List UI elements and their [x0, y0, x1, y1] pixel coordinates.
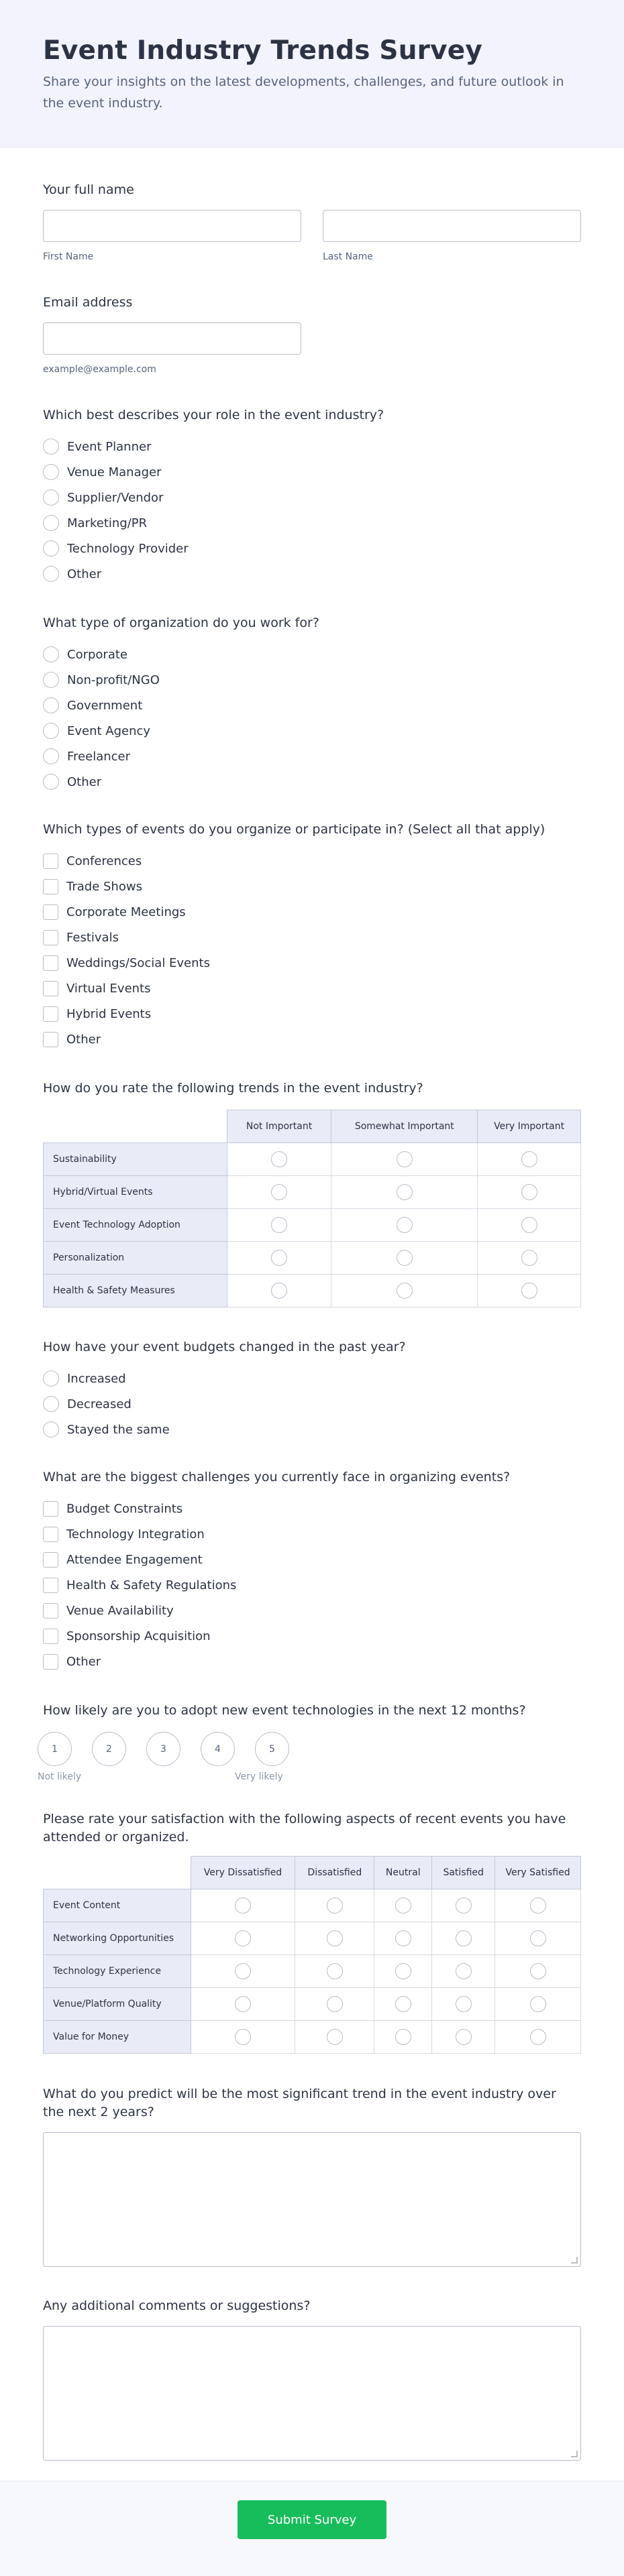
last-name-sublabel: Last Name — [323, 251, 373, 262]
challenges-option[interactable] — [43, 1572, 581, 1598]
budget-option-label: Increased — [67, 1371, 126, 1386]
checkbox[interactable] — [43, 904, 58, 920]
checkbox[interactable] — [43, 930, 58, 945]
matrix-cell[interactable] — [191, 1889, 295, 1922]
events-option[interactable] — [43, 899, 581, 925]
full-name-label: Your full name — [43, 182, 134, 197]
event-types-label: Which types of events do you organize or participate in? (Select all that apply) — [43, 822, 545, 837]
first-name-sublabel: First Name — [43, 251, 94, 262]
radio-button[interactable] — [43, 489, 59, 506]
matrix-row — [44, 1922, 581, 1955]
org-option-label: Other — [67, 774, 102, 789]
challenges-option[interactable] — [43, 1521, 581, 1547]
events-option[interactable] — [43, 1027, 581, 1052]
matrix-column-header: Very Satisfied — [495, 1857, 581, 1889]
challenges-option-label: Technology Integration — [66, 1527, 205, 1541]
matrix-row — [44, 1176, 581, 1209]
matrix-cell[interactable] — [191, 2021, 295, 2054]
checkbox[interactable] — [43, 981, 58, 996]
matrix-cell[interactable] — [227, 1143, 331, 1176]
matrix-cell[interactable] — [295, 1922, 374, 1955]
role-option[interactable] — [43, 561, 581, 587]
matrix-column-header: Dissatisfied — [295, 1857, 374, 1889]
trends-matrix — [43, 1110, 581, 1307]
matrix-cell[interactable] — [331, 1275, 478, 1307]
radio-button[interactable] — [395, 1930, 411, 1946]
resize-handle-icon[interactable] — [571, 2451, 578, 2457]
org-option-label: Freelancer — [67, 749, 131, 764]
events-option[interactable] — [43, 848, 581, 874]
matrix-cell[interactable] — [331, 1209, 478, 1242]
resize-handle-icon[interactable] — [571, 2257, 578, 2264]
matrix-cell[interactable] — [227, 1176, 331, 1209]
last-name-input[interactable] — [323, 210, 581, 242]
predict-field — [43, 2085, 581, 2267]
radio-button[interactable] — [271, 1250, 287, 1266]
role-label: Which best describes your role in the event industry? — [43, 408, 384, 422]
form-footer — [0, 2481, 624, 2576]
matrix-column-header: Very Important — [478, 1110, 581, 1143]
matrix-cell[interactable] — [495, 1922, 581, 1955]
matrix-column-header: Somewhat Important — [331, 1110, 478, 1143]
radio-button[interactable] — [530, 1963, 546, 1979]
matrix-cell[interactable] — [331, 1143, 478, 1176]
challenges-option[interactable] — [43, 1496, 581, 1521]
radio-button[interactable] — [327, 1963, 343, 1979]
challenges-option-label: Other — [66, 1654, 101, 1669]
matrix-row — [44, 1988, 581, 2021]
checkbox[interactable] — [43, 1578, 58, 1593]
radio-button[interactable] — [521, 1283, 537, 1299]
radio-button[interactable] — [530, 2029, 546, 2045]
budget-options — [43, 1366, 581, 1442]
radio-button[interactable] — [235, 2029, 251, 2045]
matrix-row — [44, 1275, 581, 1307]
radio-button[interactable] — [521, 1184, 537, 1200]
org-option-label: Non-profit/NGO — [67, 672, 160, 687]
checkbox[interactable] — [43, 1629, 58, 1644]
matrix-cell[interactable] — [432, 2021, 495, 2054]
radio-button[interactable] — [397, 1250, 413, 1266]
radio-button[interactable] — [235, 1897, 251, 1914]
events-option-label: Virtual Events — [66, 981, 151, 996]
org-option-label: Corporate — [67, 647, 127, 662]
radio-button[interactable] — [456, 2029, 472, 2045]
matrix-cell[interactable] — [331, 1242, 478, 1275]
events-option-label: Hybrid Events — [66, 1006, 152, 1021]
radio-button[interactable] — [521, 1217, 537, 1233]
budget-option[interactable] — [43, 1417, 581, 1442]
scale-option[interactable]: 5 — [255, 1732, 289, 1766]
matrix-cell[interactable] — [295, 1955, 374, 1988]
challenges-option-label: Health & Safety Regulations — [66, 1578, 237, 1592]
radio-button[interactable] — [397, 1217, 413, 1233]
matrix-cell[interactable] — [495, 1889, 581, 1922]
matrix-row-label: Venue/Platform Quality — [44, 1988, 191, 2021]
matrix-cell[interactable] — [227, 1275, 331, 1307]
challenges-option-label: Venue Availability — [66, 1603, 174, 1618]
matrix-cell[interactable] — [478, 1176, 581, 1209]
checkbox[interactable] — [43, 1501, 58, 1517]
radio-button[interactable] — [235, 1963, 251, 1979]
checkbox[interactable] — [43, 854, 58, 869]
events-option-label: Other — [66, 1032, 101, 1047]
matrix-corner — [44, 1110, 227, 1143]
matrix-row-label: Event Technology Adoption — [44, 1209, 227, 1242]
matrix-cell[interactable] — [191, 1988, 295, 2021]
events-option-label: Trade Shows — [66, 879, 142, 894]
matrix-cell[interactable] — [191, 1955, 295, 1988]
page-description: Share your insights on the latest developments, challenges, and future outlook in the event industry. — [43, 74, 564, 111]
role-option-label: Event Planner — [67, 439, 152, 454]
challenges-option-label: Sponsorship Acquisition — [66, 1629, 211, 1643]
radio-button[interactable] — [327, 1897, 343, 1914]
matrix-row-label: Networking Opportunities — [44, 1922, 191, 1955]
role-option[interactable] — [43, 510, 581, 536]
matrix-cell[interactable] — [331, 1176, 478, 1209]
radio-button[interactable] — [271, 1151, 287, 1167]
comments-field — [43, 2297, 581, 2461]
radio-button[interactable] — [456, 1930, 472, 1946]
events-option[interactable] — [43, 1001, 581, 1027]
matrix-column-header: Satisfied — [432, 1857, 495, 1889]
role-option[interactable] — [43, 434, 581, 459]
predict-textarea[interactable] — [43, 2132, 581, 2267]
matrix-cell[interactable] — [432, 1955, 495, 1988]
matrix-row — [44, 1209, 581, 1242]
role-field — [43, 406, 581, 587]
matrix-cell[interactable] — [295, 1988, 374, 2021]
matrix-cell[interactable] — [478, 1143, 581, 1176]
matrix-cell[interactable] — [478, 1209, 581, 1242]
events-option[interactable] — [43, 950, 581, 976]
role-options — [43, 434, 581, 587]
scale-low-label: Not likely — [38, 1771, 82, 1782]
matrix-cell[interactable] — [191, 1922, 295, 1955]
matrix-cell[interactable] — [227, 1242, 331, 1275]
radio-button[interactable] — [395, 1963, 411, 1979]
radio-button[interactable] — [43, 566, 59, 582]
satisfaction-label: Please rate your satisfaction with the following aspects of recent events you have attended or organized. — [43, 1812, 566, 1845]
comments-textarea[interactable] — [43, 2326, 581, 2461]
matrix-cell[interactable] — [495, 1955, 581, 1988]
matrix-cell[interactable] — [227, 1209, 331, 1242]
checkbox[interactable] — [43, 1654, 58, 1670]
events-option-label: Conferences — [66, 854, 142, 868]
organization-field — [43, 614, 581, 795]
radio-button[interactable] — [395, 2029, 411, 2045]
budget-option-label: Decreased — [67, 1397, 132, 1411]
organization-label: What type of organization do you work for? — [43, 616, 319, 630]
radio-button[interactable] — [521, 1250, 537, 1266]
matrix-column-header: Not Important — [227, 1110, 331, 1143]
matrix-row — [44, 1889, 581, 1922]
role-option-label: Marketing/PR — [67, 516, 148, 530]
challenges-option-label: Attendee Engagement — [66, 1552, 203, 1567]
email-sublabel: example@example.com — [43, 364, 156, 375]
radio-button[interactable] — [43, 748, 59, 764]
matrix-row-label: Event Content — [44, 1889, 191, 1922]
radio-button[interactable] — [327, 1996, 343, 2012]
radio-button[interactable] — [530, 1996, 546, 2012]
radio-button[interactable] — [395, 1996, 411, 2012]
matrix-cell[interactable] — [495, 1988, 581, 2021]
org-option[interactable] — [43, 693, 581, 718]
radio-button[interactable] — [43, 1396, 59, 1412]
scale-option[interactable]: 2 — [92, 1732, 126, 1766]
events-option-label: Weddings/Social Events — [66, 955, 210, 970]
challenges-field — [43, 1468, 581, 1674]
matrix-row — [44, 1242, 581, 1275]
matrix-corner — [44, 1857, 191, 1889]
likelihood-label: How likely are you to adopt new event technologies in the next 12 months? — [43, 1703, 526, 1718]
checkbox[interactable] — [43, 879, 58, 894]
radio-button[interactable] — [235, 1930, 251, 1946]
organization-options — [43, 642, 581, 795]
radio-button[interactable] — [43, 515, 59, 531]
org-option[interactable] — [43, 744, 581, 769]
role-option-label: Venue Manager — [67, 465, 162, 479]
predict-label: What do you predict will be the most significant trend in the event industry over the next 2 years? — [43, 2087, 556, 2119]
matrix-row — [44, 1955, 581, 1988]
challenges-option[interactable] — [43, 1598, 581, 1623]
radio-button[interactable] — [43, 697, 59, 713]
matrix-column-header: Very Dissatisfied — [191, 1857, 295, 1889]
events-option[interactable] — [43, 874, 581, 899]
budget-field — [43, 1338, 581, 1442]
trends-label: How do you rate the following trends in the event industry? — [43, 1081, 423, 1096]
matrix-cell[interactable] — [374, 1955, 432, 1988]
trends-field — [43, 1079, 581, 1307]
event-types-field — [43, 821, 581, 1052]
checkbox[interactable] — [43, 1032, 58, 1047]
radio-button[interactable] — [43, 672, 59, 688]
radio-button[interactable] — [43, 1370, 59, 1387]
radio-button[interactable] — [271, 1184, 287, 1200]
radio-button[interactable] — [271, 1217, 287, 1233]
checkbox[interactable] — [43, 1527, 58, 1542]
radio-button[interactable] — [456, 1963, 472, 1979]
matrix-cell[interactable] — [432, 1922, 495, 1955]
matrix-row-label: Technology Experience — [44, 1955, 191, 1988]
comments-label: Any additional comments or suggestions? — [43, 2298, 311, 2313]
matrix-cell[interactable] — [374, 2021, 432, 2054]
challenges-option-label: Budget Constraints — [66, 1501, 183, 1516]
matrix-cell[interactable] — [432, 1889, 495, 1922]
matrix-cell[interactable] — [295, 1889, 374, 1922]
events-option[interactable] — [43, 925, 581, 950]
challenges-option[interactable] — [43, 1623, 581, 1649]
budget-label: How have your event budgets changed in the past year? — [43, 1340, 406, 1354]
matrix-row-label: Personalization — [44, 1242, 227, 1275]
matrix-row-label: Health & Safety Measures — [44, 1275, 227, 1307]
matrix-cell[interactable] — [478, 1275, 581, 1307]
matrix-cell[interactable] — [374, 1988, 432, 2021]
radio-button[interactable] — [43, 723, 59, 739]
event-types-options — [43, 848, 581, 1052]
scale-option[interactable]: 1 — [38, 1732, 72, 1766]
role-option-label: Supplier/Vendor — [67, 490, 164, 505]
radio-button[interactable] — [327, 2029, 343, 2045]
scale-option[interactable]: 4 — [201, 1732, 235, 1766]
challenges-label: What are the biggest challenges you currently face in organizing events? — [43, 1470, 511, 1484]
budget-option[interactable] — [43, 1391, 581, 1417]
radio-button[interactable] — [521, 1151, 537, 1167]
matrix-row-label: Sustainability — [44, 1143, 227, 1176]
matrix-row-label: Hybrid/Virtual Events — [44, 1176, 227, 1209]
radio-button[interactable] — [456, 1897, 472, 1914]
radio-button[interactable] — [327, 1930, 343, 1946]
org-option-label: Event Agency — [67, 723, 151, 738]
org-option[interactable] — [43, 769, 581, 795]
org-option[interactable] — [43, 667, 581, 693]
matrix-cell[interactable] — [374, 1889, 432, 1922]
radio-button[interactable] — [43, 540, 59, 557]
org-option-label: Government — [67, 698, 143, 713]
likelihood-field — [38, 1702, 581, 1785]
radio-button[interactable] — [397, 1184, 413, 1200]
radio-button[interactable] — [397, 1151, 413, 1167]
role-option[interactable] — [43, 485, 581, 510]
first-name-input[interactable] — [43, 210, 301, 242]
radio-button[interactable] — [530, 1897, 546, 1914]
satisfaction-field — [43, 1810, 581, 2054]
matrix-column-header: Neutral — [374, 1857, 432, 1889]
likelihood-scale — [38, 1732, 581, 1766]
scale-option[interactable]: 3 — [146, 1732, 180, 1766]
events-option-label: Corporate Meetings — [66, 904, 186, 919]
challenges-option[interactable] — [43, 1649, 581, 1674]
checkbox[interactable] — [43, 1603, 58, 1619]
page-title: Event Industry Trends Survey — [43, 36, 483, 66]
matrix-row — [44, 1143, 581, 1176]
challenges-option[interactable] — [43, 1547, 581, 1572]
form-header — [0, 0, 624, 148]
radio-button[interactable] — [271, 1283, 287, 1299]
radio-button[interactable] — [43, 646, 59, 662]
satisfaction-matrix — [43, 1856, 581, 2054]
radio-button[interactable] — [43, 1421, 59, 1438]
role-option[interactable] — [43, 459, 581, 485]
role-option[interactable] — [43, 536, 581, 561]
role-option-label: Technology Provider — [67, 541, 189, 556]
radio-button[interactable] — [397, 1283, 413, 1299]
radio-button[interactable] — [43, 774, 59, 790]
scale-high-label: Very likely — [235, 1771, 283, 1782]
org-option[interactable] — [43, 718, 581, 744]
checkbox[interactable] — [43, 1006, 58, 1022]
submit-button[interactable]: Submit Survey — [238, 2500, 386, 2539]
matrix-cell[interactable] — [295, 2021, 374, 2054]
budget-option-label: Stayed the same — [67, 1422, 170, 1437]
challenges-options — [43, 1496, 581, 1674]
radio-button[interactable] — [395, 1897, 411, 1914]
email-input[interactable] — [43, 323, 301, 355]
email-label: Email address — [43, 295, 133, 310]
checkbox[interactable] — [43, 955, 58, 971]
matrix-cell[interactable] — [432, 1988, 495, 2021]
budget-option[interactable] — [43, 1366, 581, 1391]
events-option[interactable] — [43, 976, 581, 1001]
radio-button[interactable] — [43, 464, 59, 480]
org-option[interactable] — [43, 642, 581, 667]
matrix-row-label: Value for Money — [44, 2021, 191, 2054]
role-option-label: Other — [67, 567, 102, 581]
checkbox[interactable] — [43, 1552, 58, 1568]
radio-button[interactable] — [530, 1930, 546, 1946]
matrix-cell[interactable] — [495, 2021, 581, 2054]
matrix-cell[interactable] — [478, 1242, 581, 1275]
email-field — [43, 294, 581, 375]
radio-button[interactable] — [456, 1996, 472, 2012]
matrix-row — [44, 2021, 581, 2054]
radio-button[interactable] — [235, 1996, 251, 2012]
radio-button[interactable] — [43, 438, 59, 455]
matrix-cell[interactable] — [374, 1922, 432, 1955]
events-option-label: Festivals — [66, 930, 119, 945]
full-name-field — [43, 181, 581, 262]
